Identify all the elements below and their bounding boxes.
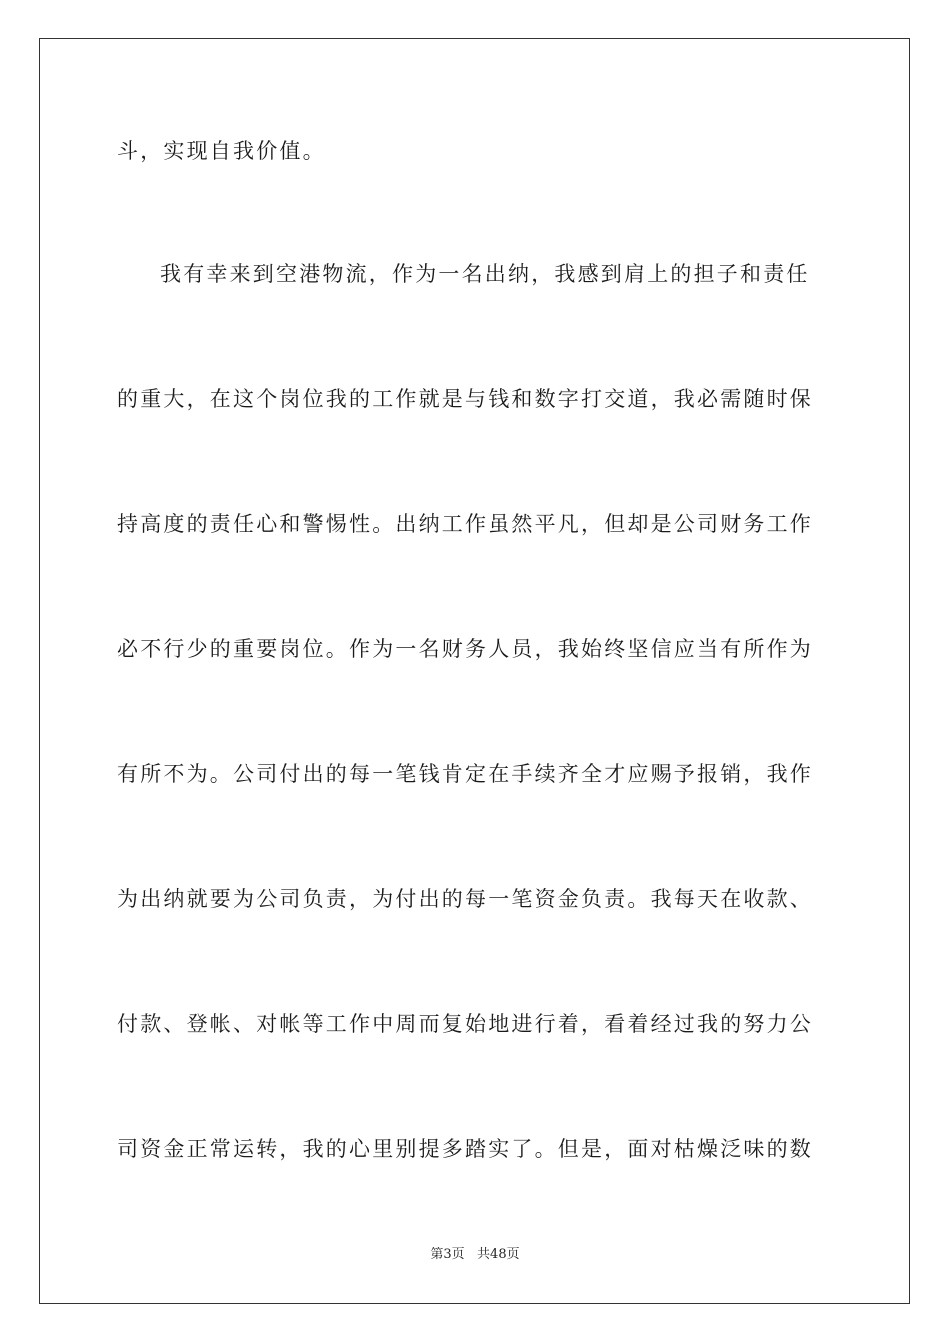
page-number-footer: 第3页 共48页 [430,1247,520,1262]
text-line-7: 为出纳就要为公司负责，为付出的每一笔资金负责。我每天在收款、 [117,887,813,911]
text-line-1: 斗，实现自我价值。 [117,139,326,163]
text-line-4: 持高度的责任心和警惕性。出纳工作虽然平凡，但却是公司财务工作 [117,512,813,536]
text-line-9: 司资金正常运转，我的心里别提多踏实了。但是，面对枯燥泛味的数 [117,1137,813,1161]
page-border [39,38,910,1304]
text-line-5: 必不行少的重要岗位。作为一名财务人员，我始终坚信应当有所作为 [117,637,813,661]
text-line-8: 付款、登帐、对帐等工作中周而复始地进行着，看着经过我的努力公 [117,1012,813,1036]
text-line-3: 的重大，在这个岗位我的工作就是与钱和数字打交道，我必需随时保 [117,387,813,411]
paragraph-start-line: 我有幸来到空港物流，作为一名出纳，我感到肩上的担子和责任 [160,262,810,286]
text-line-6: 有所不为。公司付出的每一笔钱肯定在手续齐全才应赐予报销，我作 [117,762,813,786]
